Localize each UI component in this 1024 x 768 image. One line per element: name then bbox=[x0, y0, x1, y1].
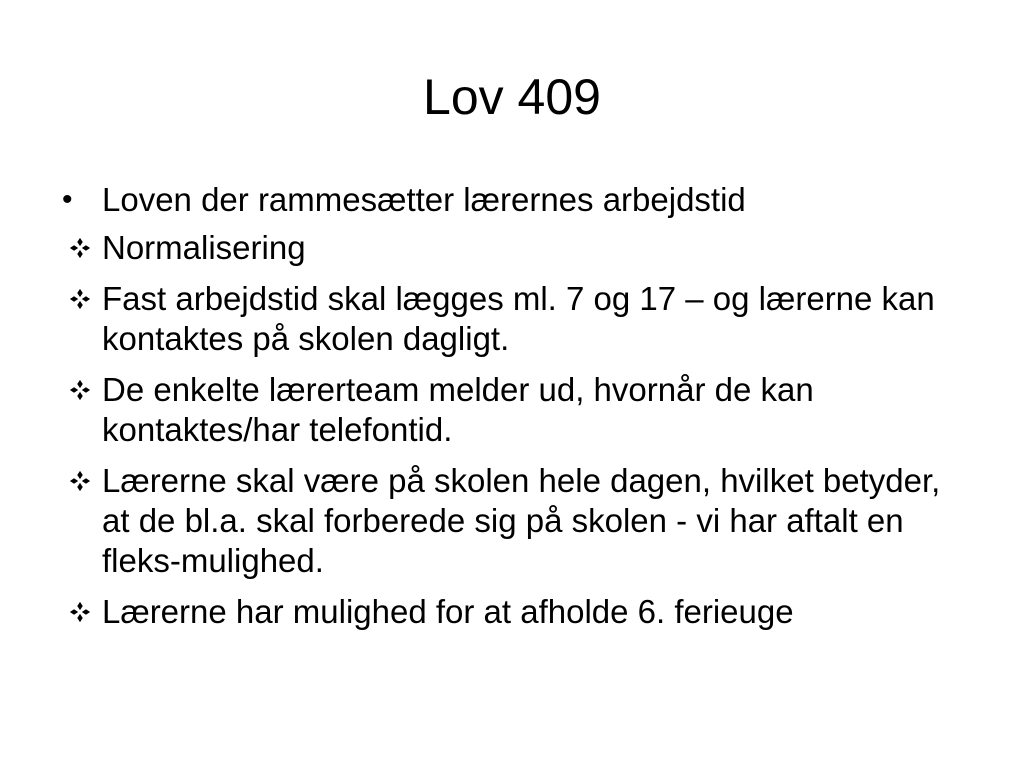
list-item-text: Loven der rammesætter lærernes arbejdstid bbox=[102, 181, 746, 218]
four-diamond-bullet-icon bbox=[60, 370, 100, 410]
list-item-text: Lærerne skal være på skolen hele dagen, hvilket betyder, at de bl.a. skal forberede sig på skolen - vi har aftalt en fleks-mulighed. bbox=[102, 462, 941, 579]
four-diamond-bullet-icon bbox=[60, 592, 100, 632]
list-item-text: Fast arbejdstid skal lægges ml. 7 og 17 – og lærerne kan kontaktes på skolen dagligt. bbox=[102, 280, 935, 357]
list-item bbox=[60, 228, 970, 268]
four-diamond-bullet-icon bbox=[60, 279, 100, 319]
list-item bbox=[60, 461, 970, 581]
list-item bbox=[60, 370, 970, 450]
four-diamond-bullet-icon bbox=[60, 228, 100, 268]
list-item bbox=[60, 279, 970, 359]
list-item bbox=[60, 592, 970, 632]
bullet-list bbox=[60, 180, 970, 643]
list-item bbox=[60, 180, 970, 220]
list-item-text: Normalisering bbox=[102, 229, 306, 266]
list-item-text: De enkelte lærerteam melder ud, hvornår de kan kontaktes/har telefontid. bbox=[102, 371, 814, 448]
four-diamond-bullet-icon bbox=[60, 461, 100, 501]
round-bullet-icon: • bbox=[62, 183, 73, 216]
list-item-text: Lærerne har mulighed for at afholde 6. ferieuge bbox=[102, 593, 794, 630]
slide-title: Lov 409 bbox=[423, 69, 601, 125]
